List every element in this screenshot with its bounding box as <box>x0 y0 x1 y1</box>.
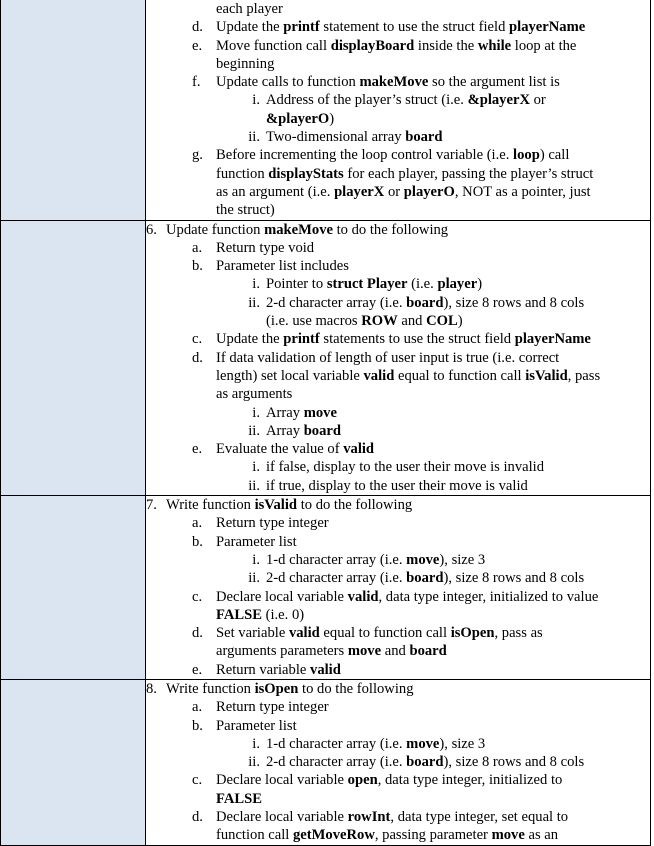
table-row <box>1 496 651 680</box>
list-marker: e. <box>192 441 203 458</box>
list-item <box>146 183 650 201</box>
list-marker: i. <box>252 404 260 421</box>
list-item <box>146 458 650 476</box>
list-marker: d. <box>192 625 203 642</box>
list-item <box>146 735 650 753</box>
list-item <box>146 753 650 771</box>
list-item <box>146 477 650 495</box>
list-item <box>146 73 650 91</box>
list-marker: 8. <box>146 680 157 697</box>
list-item <box>146 165 650 183</box>
list-item-text: Declare local variable open, data type integer, initialized to <box>216 772 563 789</box>
list-item-text: Update the printf statements to use the struct field playerName <box>216 331 591 348</box>
list-item <box>146 717 650 735</box>
list-item <box>146 330 650 348</box>
list-item-text: &playerO) <box>266 110 335 127</box>
list-item-text: Parameter list <box>216 717 297 734</box>
list-item <box>146 55 650 73</box>
list-item-text: FALSE (i.e. 0) <box>216 606 305 623</box>
list-item <box>146 606 650 624</box>
table-row <box>1 679 651 845</box>
list-item <box>146 496 650 514</box>
list-marker: b. <box>192 717 203 734</box>
list-item-text: if true, display to the user their move is valid <box>266 477 528 494</box>
list-item <box>146 569 650 587</box>
list-item <box>146 128 650 146</box>
list-item <box>146 37 650 55</box>
list-item-text: (i.e. use macros ROW and COL) <box>266 313 463 330</box>
list-item-text: function displayStats for each player, passing the player’s struct <box>216 165 594 182</box>
list-item-text: If data validation of length of user input is true (i.e. correct <box>216 349 560 366</box>
list-marker: i. <box>252 459 260 476</box>
instructions-table-body <box>1 0 651 845</box>
list-item <box>146 349 650 367</box>
list-marker: e. <box>192 661 203 678</box>
list-item <box>146 201 650 219</box>
list-item-text: Array board <box>266 422 341 439</box>
list-item-text: Return type integer <box>216 515 329 532</box>
list-item-text: FALSE <box>216 790 262 807</box>
list-marker: d. <box>192 19 203 36</box>
list-item <box>146 0 650 18</box>
list-marker: ii. <box>248 477 260 494</box>
list-item-text: as an argument (i.e. playerX or playerO, NOT as a pointer, just <box>216 183 591 200</box>
list-item <box>146 294 650 312</box>
list-marker: c. <box>192 331 203 348</box>
list-item <box>146 367 650 385</box>
list-marker: 6. <box>146 221 157 238</box>
list-marker: ii. <box>248 294 260 311</box>
list-item <box>146 275 650 293</box>
list-item <box>146 146 650 164</box>
list-item-text: Array move <box>266 404 337 421</box>
list-item <box>146 18 650 36</box>
list-marker: i. <box>252 551 260 568</box>
list-marker: ii. <box>248 570 260 587</box>
list-item-text: the struct) <box>216 202 275 219</box>
step-content-cell <box>146 220 651 495</box>
list-item <box>146 440 650 458</box>
list-item <box>146 110 650 128</box>
list-item-text: arguments parameters move and board <box>216 643 447 660</box>
list-marker: i. <box>252 276 260 293</box>
step-content-cell <box>146 496 651 680</box>
list-item-text: function call getMoveRow, passing parameter move as an <box>216 827 559 844</box>
list-item <box>146 385 650 403</box>
list-marker: b. <box>192 533 203 550</box>
list-item <box>146 221 650 239</box>
step-content-cell <box>146 679 651 845</box>
list-item <box>146 826 650 844</box>
list-item-text: Address of the player’s struct (i.e. &playerX or <box>266 92 546 109</box>
list-item <box>146 790 650 808</box>
list-item-text: Update function makeMove to do the following <box>166 221 449 238</box>
list-marker: c. <box>192 772 203 789</box>
list-marker: f. <box>192 74 201 91</box>
list-item-text: length) set local variable valid equal to function call isValid, pass <box>216 367 601 384</box>
shaded-left-cell <box>1 0 146 220</box>
shaded-left-cell <box>1 679 146 845</box>
list-marker: g. <box>192 147 203 164</box>
list-item-text: Update the printf statement to use the struct field playerName <box>216 19 586 36</box>
list-item-text: Write function isValid to do the following <box>166 497 413 514</box>
table-row <box>1 0 651 220</box>
step-content-cell <box>146 0 651 220</box>
list-item-text: Return variable valid <box>216 661 341 678</box>
list-item-text: as arguments <box>216 386 293 403</box>
list-item-text: 2-d character array (i.e. board), size 8 rows and 8 cols <box>266 754 585 771</box>
list-item-text: Two-dimensional array board <box>266 129 443 146</box>
list-item-text: 2-d character array (i.e. board), size 8 rows and 8 cols <box>266 570 585 587</box>
list-marker: i. <box>252 92 260 109</box>
list-item <box>146 624 650 642</box>
list-item <box>146 91 650 109</box>
list-item <box>146 239 650 257</box>
list-item <box>146 588 650 606</box>
list-item-text: Move function call displayBoard inside the while loop at the <box>216 37 577 54</box>
list-item <box>146 514 650 532</box>
list-item <box>146 422 650 440</box>
list-item-text: Return type integer <box>216 699 329 716</box>
list-item-text: Pointer to struct Player (i.e. player) <box>266 276 483 293</box>
list-marker: i. <box>252 735 260 752</box>
list-item-text: Declare local variable rowInt, data type integer, set equal to <box>216 809 569 826</box>
list-item-text: Return type void <box>216 239 315 256</box>
list-item-text: Set variable valid equal to function call isOpen, pass as <box>216 625 543 642</box>
list-marker: e. <box>192 37 203 54</box>
list-marker: ii. <box>248 754 260 771</box>
list-marker: a. <box>192 699 203 716</box>
list-item-text: if false, display to the user their move is invalid <box>266 459 545 476</box>
list-marker: ii. <box>248 422 260 439</box>
list-item-text: 1-d character array (i.e. move), size 3 <box>266 735 486 752</box>
list-marker: d. <box>192 809 203 826</box>
list-item <box>146 404 650 422</box>
list-item-text: Before incrementing the loop control variable (i.e. loop) call <box>216 147 570 164</box>
list-item <box>146 698 650 716</box>
list-item <box>146 680 650 698</box>
list-item-text: Update calls to function makeMove so the argument list is <box>216 74 560 91</box>
list-marker: a. <box>192 515 203 532</box>
list-item-text: 2-d character array (i.e. board), size 8 rows and 8 cols <box>266 294 585 311</box>
list-item <box>146 771 650 789</box>
list-marker: 7. <box>146 497 157 514</box>
list-item-text: Evaluate the value of valid <box>216 441 375 458</box>
table-row <box>1 220 651 495</box>
list-item <box>146 312 650 330</box>
list-marker: b. <box>192 258 203 275</box>
list-marker: ii. <box>248 129 260 146</box>
list-item <box>146 551 650 569</box>
list-item <box>146 642 650 660</box>
list-item-text: 1-d character array (i.e. move), size 3 <box>266 551 486 568</box>
list-marker: c. <box>192 588 203 605</box>
list-item-text: Declare local variable valid, data type integer, initialized to value <box>216 588 599 605</box>
list-item-text: Parameter list <box>216 533 297 550</box>
shaded-left-cell <box>1 496 146 680</box>
list-item-text: each player <box>216 1 283 17</box>
list-marker: a. <box>192 239 203 256</box>
list-item-text: Write function isOpen to do the following <box>166 680 414 697</box>
list-item <box>146 808 650 826</box>
list-item-text: beginning <box>216 55 275 72</box>
list-item-text: Parameter list includes <box>216 258 349 275</box>
list-item <box>146 257 650 275</box>
list-item <box>146 661 650 679</box>
list-item <box>146 533 650 551</box>
list-marker: d. <box>192 349 203 366</box>
shaded-left-cell <box>1 220 146 495</box>
